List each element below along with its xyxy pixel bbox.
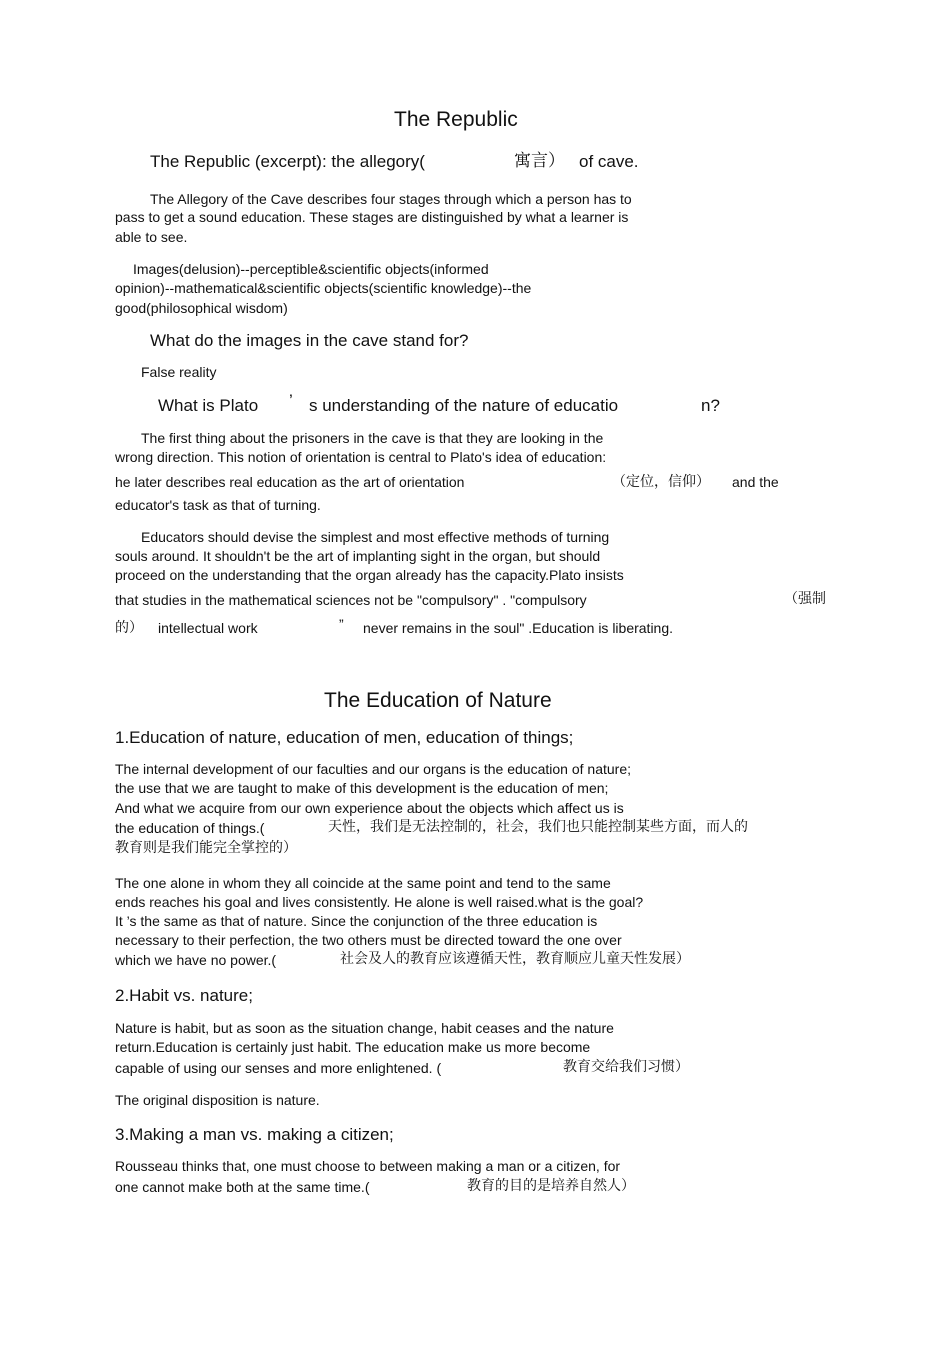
goal-line: It ’s the same as that of nature. Since the conjunction of the three education is (115, 913, 598, 929)
habit-line-a: capable of using our senses and more enlightened. ( (115, 1060, 442, 1076)
allegory-line: pass to get a sound education. These stages are distinguished by what a learner is (115, 209, 629, 225)
rousseau-line: Rousseau thinks that, one must choose to between making a man or a citizen, for (115, 1158, 621, 1174)
allegory-line: The Allegory of the Cave describes four stages through which a person has to (150, 191, 632, 207)
answer-false-reality: False reality (141, 364, 217, 380)
nature-title: The Education of Nature (324, 689, 552, 712)
educators-line: souls around. It shouldn't be the art of implanting sight in the organ, but should (115, 548, 601, 564)
stages-line: opinion)--mathematical&scientific objects(scientific knowledge)--the (115, 280, 532, 296)
orientation-line-c: and the (732, 474, 779, 490)
question-plato-a: What is Plato (158, 396, 259, 415)
orientation-line: wrong direction. This notion of orientation is central to Plato's idea of education: (115, 449, 607, 465)
nature-line: The internal development of our faculties and our organs is the education of nature; (115, 761, 631, 777)
heading-1: 1.Education of nature, education of men, education of things; (115, 728, 574, 747)
question-images: What do the images in the cave stand for? (150, 331, 469, 350)
goal-line: The one alone in whom they all coincide at the same point and tend to the same (115, 875, 611, 891)
orientation-line-a: he later describes real education as the art of orientation (115, 474, 465, 490)
question-plato-b: ’ (289, 391, 293, 410)
goal-line-a: which we have no power.( (115, 952, 277, 968)
stages-line: good(philosophical wisdom) (115, 300, 288, 316)
stages-line: Images(delusion)--perceptible&scientific objects(informed (133, 261, 489, 277)
heading-3: 3.Making a man vs. making a citizen; (115, 1125, 394, 1144)
republic-title: The Republic (394, 108, 518, 131)
nature-line: the use that we are taught to make of this development is the education of men; (115, 780, 609, 796)
republic-subtitle-a: The Republic (excerpt): the allegory( (150, 152, 425, 171)
nature-line-b: 天性，我们是无法控制的，社会，我们也只能控制某些方面，而人的 (328, 819, 748, 835)
educators-line-e: ” (339, 616, 344, 632)
goal-line: ends reaches his goal and lives consistently. He alone is well raised.what is the goal? (115, 894, 644, 910)
habit-line-b: 教育交给我们习惯） (563, 1059, 689, 1075)
republic-subtitle-c: of cave. (579, 152, 639, 171)
nature-line-c: 教育则是我们能完全掌控的） (115, 840, 297, 856)
rousseau-line-a: one cannot make both at the same time.( (115, 1179, 370, 1195)
orientation-line: educator's task as that of turning. (115, 497, 321, 513)
goal-line-b: 社会及人的教育应该遵循天性，教育顺应儿童天性发展） (340, 951, 690, 967)
nature-line: And what we acquire from our own experience about the objects which affect us is (115, 800, 624, 816)
orientation-line-b: （定位，信仰） (612, 474, 710, 490)
disposition-line: The original disposition is nature. (115, 1092, 320, 1108)
habit-line: return.Education is certainly just habit. The education make us more become (115, 1039, 591, 1055)
rousseau-line-b: 教育的目的是培养自然人） (467, 1178, 635, 1194)
orientation-line: The first thing about the prisoners in the cave is that they are looking in the (141, 430, 604, 446)
goal-line: necessary to their perfection, the two others must be directed toward the one over (115, 932, 622, 948)
educators-line-a: that studies in the mathematical sciences not be "compulsory" . "compulsory (115, 592, 587, 608)
habit-line: Nature is habit, but as soon as the situation change, habit ceases and the nature (115, 1020, 614, 1036)
educators-line-c: 的） (115, 620, 143, 636)
educators-line-d: intellectual work (158, 620, 258, 636)
educators-line-f: never remains in the soul" .Education is liberating. (363, 620, 674, 636)
educators-line: proceed on the understanding that the organ already has the capacity.Plato insists (115, 567, 624, 583)
question-plato-d: n? (701, 396, 720, 415)
republic-subtitle-b: 寓言） (514, 151, 565, 171)
nature-line-a: the education of things.( (115, 820, 265, 836)
educators-line: Educators should devise the simplest and most effective methods of turning (141, 529, 610, 545)
heading-2: 2.Habit vs. nature; (115, 986, 253, 1005)
question-plato-c: s understanding of the nature of educatio (309, 396, 619, 415)
allegory-line: able to see. (115, 229, 188, 245)
educators-line-b: （强制 (784, 591, 826, 607)
